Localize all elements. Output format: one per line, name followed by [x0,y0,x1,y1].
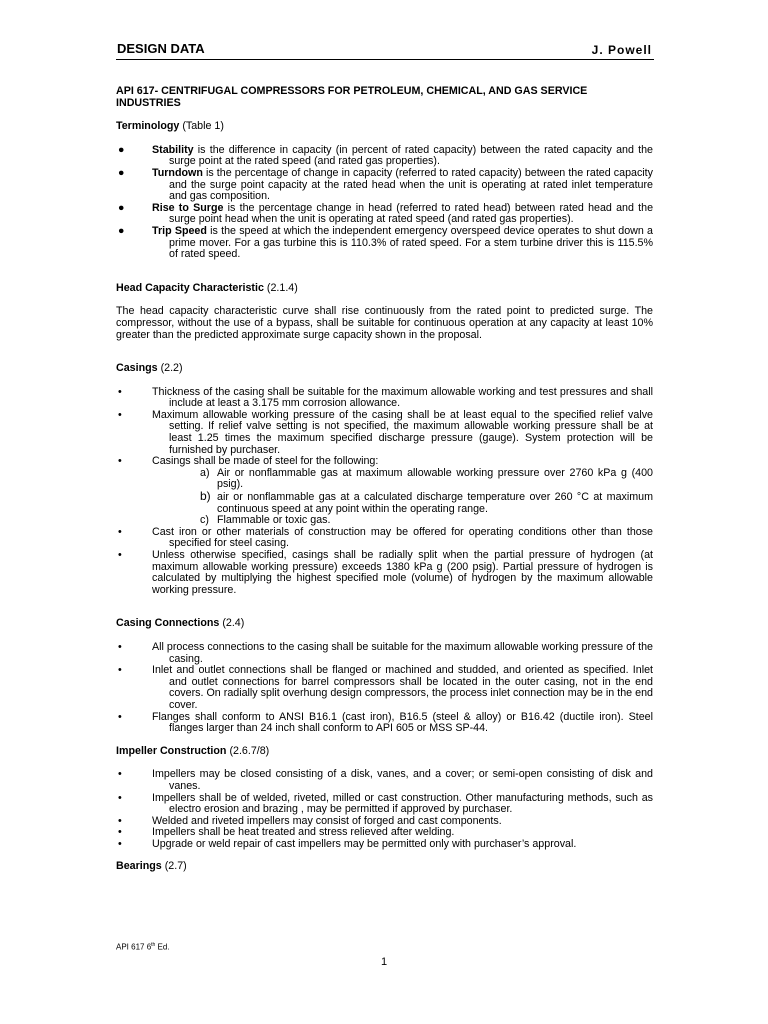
list-item: ● Stability is the difference in capacity (in percent of rated capacity) between the rated capacity and the surge point at the rated speed (and rated gas properties). [118,143,653,168]
bullet-icon: • [118,710,122,723]
list-item: ● Turndown is the percentage of change in capacity (referred to rated capacity) between the rated capacity and the surge point capacity at the rated head when the unit is operating at rated inlet temperature and gas composition. [118,166,653,203]
bullet-icon: ● [118,201,125,214]
bullet-icon: • [118,826,122,839]
section-heading-bearings: Bearings (2.7) [116,860,187,873]
list-item: ● Rise to Surge is the percentage change in head (referred to rated head) between rated head and the surge point head when the unit is operating at rated speed (and rated gas properties). [118,201,654,226]
list-item: • Flanges shall conform to ANSI B16.1 (cast iron), B16.5 (steel & alloy) or B16.42 (ductile iron). Steel flanges larger than 24 inch shall conform to API 605 or MSS SP-44. [118,710,653,735]
casings-sub-list [152,468,653,527]
sub-list-item: b) air or nonflammable gas at a calculated discharge temperature over 260 °C at maximum continuous speed at any point within the operating range. [200,489,653,515]
list-item: • Impellers shall be of welded, riveted, milled or cast construction. Other manufacturing methods, such as electro erosion and brazing , may be permitted if approved by purchaser. [118,791,653,816]
bullet-icon: ● [118,224,125,237]
list-item: • Cast iron or other materials of construction may be offered for operating conditions other than those specified for steel casing. [118,525,653,550]
list-item: • Unless otherwise specified, casings shall be radially split when the partial pressure of hydrogen (at maximum allowable working pressure) exceeds 1380 kPa g (200 psig). Partial pressure of hydrogen is calculated by multiplying the highest specified mole (volume) of hydrogen by the maximum allowable working pressure. [118,549,653,596]
impeller-list [116,769,653,850]
bullet-icon: • [118,549,122,561]
page-header [116,41,654,60]
section-heading-terminology: Terminology (Table 1) [116,120,224,133]
footer-edition: API 617 6th Ed. [116,942,170,952]
section-heading-casings: Casings (2.2) [116,362,183,375]
list-item: • Upgrade or weld repair of cast impellers may be permitted only with purchaser’s approval. [118,837,577,850]
bullet-icon: • [118,385,122,398]
list-item: ● Trip Speed is the speed at which the independent emergency overspeed device operates to shut down a prime mover. For a gas turbine this is 110.3% of rated speed. For a stem turbine driver this is 115.5% of rated speed. [118,224,654,261]
sub-list-item: a) Air or nonflammable gas at maximum allowable working pressure over 2760 kPa g (400 psig). [200,466,653,491]
bullet-icon: • [118,408,122,421]
list-item: • Casings shall be made of steel for the following: a) Air or nonflammable gas at maximum allowable working pressure over 2760 kPa g (400 psig). b) air or nonflammable gas at a calculated discharge temperature over 260 °C at maximum continuous speed at any point within the operating range. c) Flammable or toxic gas. [118,455,653,527]
casings-list [116,387,653,597]
bullet-icon: • [118,814,122,827]
list-item: • Impellers shall be heat treated and stress relieved after welding. [118,826,455,839]
bullet-icon: • [118,768,122,781]
header-title: DESIGN DATA [117,41,205,56]
document-body [116,86,653,885]
bullet-icon: ● [118,143,125,156]
section-heading-head-capacity: Head Capacity Characteristic (2.1.4) [116,281,298,294]
section-heading-impeller-construction: Impeller Construction (2.6.7/8) [116,744,270,757]
bullet-icon: • [118,664,122,677]
list-item: • Maximum allowable working pressure of the casing shall be at least equal to the specified relief valve setting. If relief valve setting is not specified, the maximum allowable working pressure shall be at least 1.25 times the maximum specified discharge pressure (gauge). System protection will be furnished by purchaser. [118,408,653,456]
document-title: API 617- CENTRIFUGAL COMPRESSORS FOR PETROLEUM, CHEMICAL, AND GAS SERVICE INDUSTRIES [116,85,588,109]
bullet-icon: • [118,525,122,538]
list-item: • Inlet and outlet connections shall be flanged or machined and studded, and oriented as specified. Inlet and outlet connections for barrel compressors shall be located in the outer casing, not in the end covers. On radially split overhung design compressors, the process inlet connection may be in the end cover. [118,664,653,711]
page-number: 1 [381,956,388,968]
list-item: • Thickness of the casing shall be suitable for the maximum allowable working and test pressures and shall include at least a 3.175 mm corrosion allowance. [118,385,653,410]
bullet-icon: • [118,837,122,850]
casing-connections-list [116,642,653,735]
bullet-icon: • [118,455,122,468]
list-item: • Welded and riveted impellers may consist of forged and cast components. [118,814,502,827]
section-heading-casing-connections: Casing Connections (2.4) [116,617,245,630]
bullet-icon: • [118,791,122,804]
bullet-icon: • [118,640,122,653]
header-author: J. Powell [591,43,652,57]
list-item: • All process connections to the casing shall be suitable for the maximum allowable working pressure of the casing. [118,640,653,665]
list-item: • Impellers may be closed consisting of a disk, vanes, and a cover; or semi-open consisting of disk and vanes. [118,768,653,792]
head-capacity-paragraph: The head capacity characteristic curve shall rise continuously from the rated point to predicted surge. The compressor, without the use of a bypass, shall be suitable for continuous operation at any capacity at least 10% greater than the predicted approximate surge capacity shown in the proposal. [116,305,653,341]
sub-list-item: c) Flammable or toxic gas. [200,514,331,527]
terminology-list [116,145,653,261]
bullet-icon: ● [118,166,125,179]
